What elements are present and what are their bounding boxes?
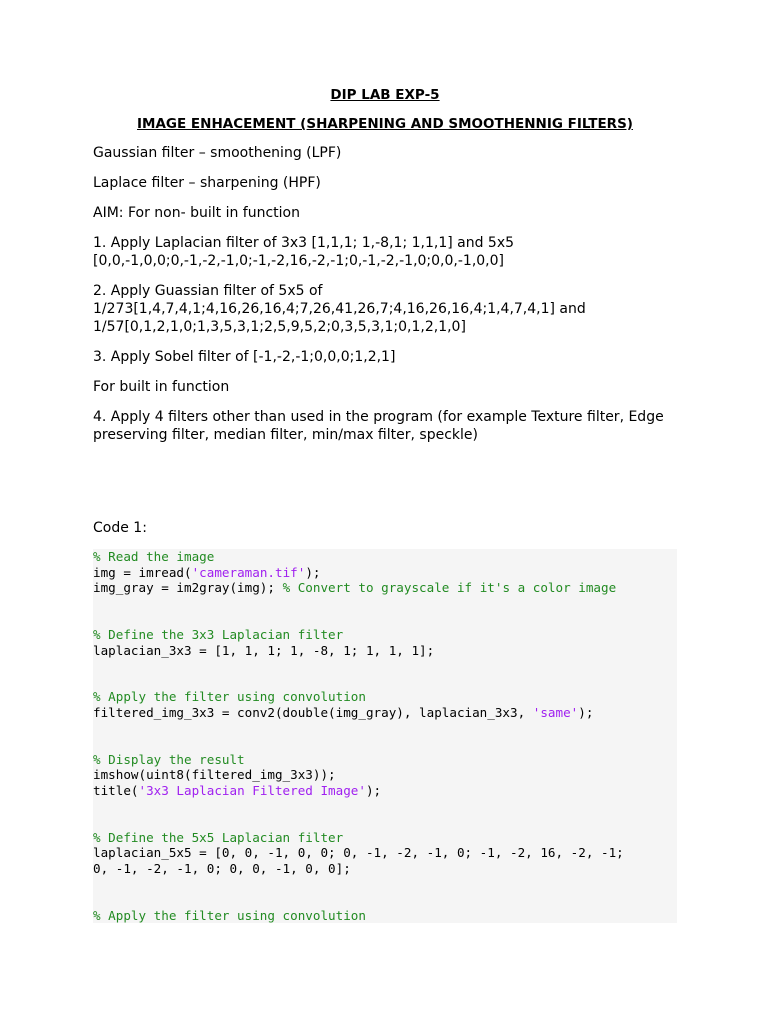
paragraph-step-1: 1. Apply Laplacian filter of 3x3 [1,1,1; 1,-8,1; 1,1,1] and 5x5 [0,0,-1,0,0;0,-1,-2,-1,0;-1,-2,16,-2,-1;0,-1,-2,-1,0;0,0,-1,0,0] xyxy=(93,235,519,269)
code-blank-line xyxy=(93,892,677,908)
code-line xyxy=(93,549,677,565)
code-comment: % Apply the filter using convolution xyxy=(93,689,366,705)
code-line xyxy=(93,752,677,768)
code-blank-line xyxy=(93,674,677,690)
document-subtitle: IMAGE ENHACEMENT (SHARPENING AND SMOOTHENNIG FILTERS) xyxy=(137,116,633,132)
code-line xyxy=(93,705,677,721)
paragraph-built-in: For built in function xyxy=(93,379,230,395)
code-string: 'cameraman.tif' xyxy=(191,564,306,580)
paragraph-gaussian: Gaussian filter – smoothening (LPF) xyxy=(93,145,342,161)
code-text: 0, -1, -2, -1, 0; 0, 0, -1, 0, 0]; xyxy=(93,860,351,876)
code-blank-line xyxy=(93,721,677,737)
code-block xyxy=(93,549,677,923)
code-blank-line xyxy=(93,658,677,674)
code-heading: Code 1: xyxy=(93,520,147,536)
paragraph-step-2: 2. Apply Guassian filter of 5x5 of 1/273[1,4,7,4,1;4,16,26,16,4;7,26,41,26,7;4,16,26,16,4;1,4,7,4,1] and 1/57[0,1,2,1,0;1,3,5,3,1;2,5,9,5,2;0,3,5,3,1;0,1,2,1,0] xyxy=(93,283,591,335)
code-comment: % Apply the filter using convolution xyxy=(93,907,366,923)
code-line xyxy=(93,767,677,783)
code-blank-line xyxy=(93,799,677,815)
document-page xyxy=(93,86,677,923)
document-title: DIP LAB EXP-5 xyxy=(330,87,440,103)
code-text: laplacian_3x3 = [1, 1, 1; 1, -8, 1; 1, 1, 1]; xyxy=(93,642,435,658)
code-line xyxy=(93,689,677,705)
code-line xyxy=(93,783,677,799)
code-line xyxy=(93,580,677,596)
code-blank-line xyxy=(93,736,677,752)
code-blank-line xyxy=(93,876,677,892)
code-text: filtered_img_3x3 = conv2(double(img_gray), laplacian_3x3, xyxy=(93,704,533,720)
code-text: title( xyxy=(93,782,139,798)
code-text: ); xyxy=(365,782,382,798)
code-line xyxy=(93,643,677,659)
code-text: laplacian_5x5 = [0, 0, -1, 0, 0; 0, -1, -2, -1, 0; -1, -2, 16, -2, -1; xyxy=(93,845,624,861)
code-blank-line xyxy=(93,596,677,612)
paragraph-aim: AIM: For non- built in function xyxy=(93,205,300,221)
code-text: img_gray = im2gray(img); xyxy=(93,580,283,596)
paragraph-laplace: Laplace filter – sharpening (HPF) xyxy=(93,175,321,191)
code-text: ); xyxy=(578,704,594,720)
code-text: ); xyxy=(305,564,321,580)
paragraph-step-4: 4. Apply 4 filters other than used in the program (for example Texture filter, Edge preserving filter, median filter, min/max filter, speckle) xyxy=(93,409,669,443)
code-text: imshow(uint8(filtered_img_3x3)); xyxy=(93,767,336,783)
code-line xyxy=(93,565,677,581)
code-comment: % Define the 5x5 Laplacian filter xyxy=(93,829,344,845)
spacer xyxy=(93,456,677,519)
paragraph-step-3: 3. Apply Sobel filter of [-1,-2,-1;0,0,0;1,2,1] xyxy=(93,349,396,365)
code-comment: % Convert to grayscale if it's a color image xyxy=(282,580,617,596)
code-line xyxy=(93,627,677,643)
code-string: 'same' xyxy=(532,704,579,720)
code-comment: % Define the 3x3 Laplacian filter xyxy=(93,626,344,642)
code-line xyxy=(93,845,677,861)
code-line xyxy=(93,908,677,923)
code-text: img = imread( xyxy=(93,564,192,580)
code-comment: % Display the result xyxy=(93,751,245,767)
code-comment: % Read the image xyxy=(93,549,215,564)
code-blank-line xyxy=(93,611,677,627)
code-blank-line xyxy=(93,814,677,830)
code-line xyxy=(93,830,677,846)
code-string: '3x3 Laplacian Filtered Image' xyxy=(138,782,366,798)
code-line xyxy=(93,861,677,877)
